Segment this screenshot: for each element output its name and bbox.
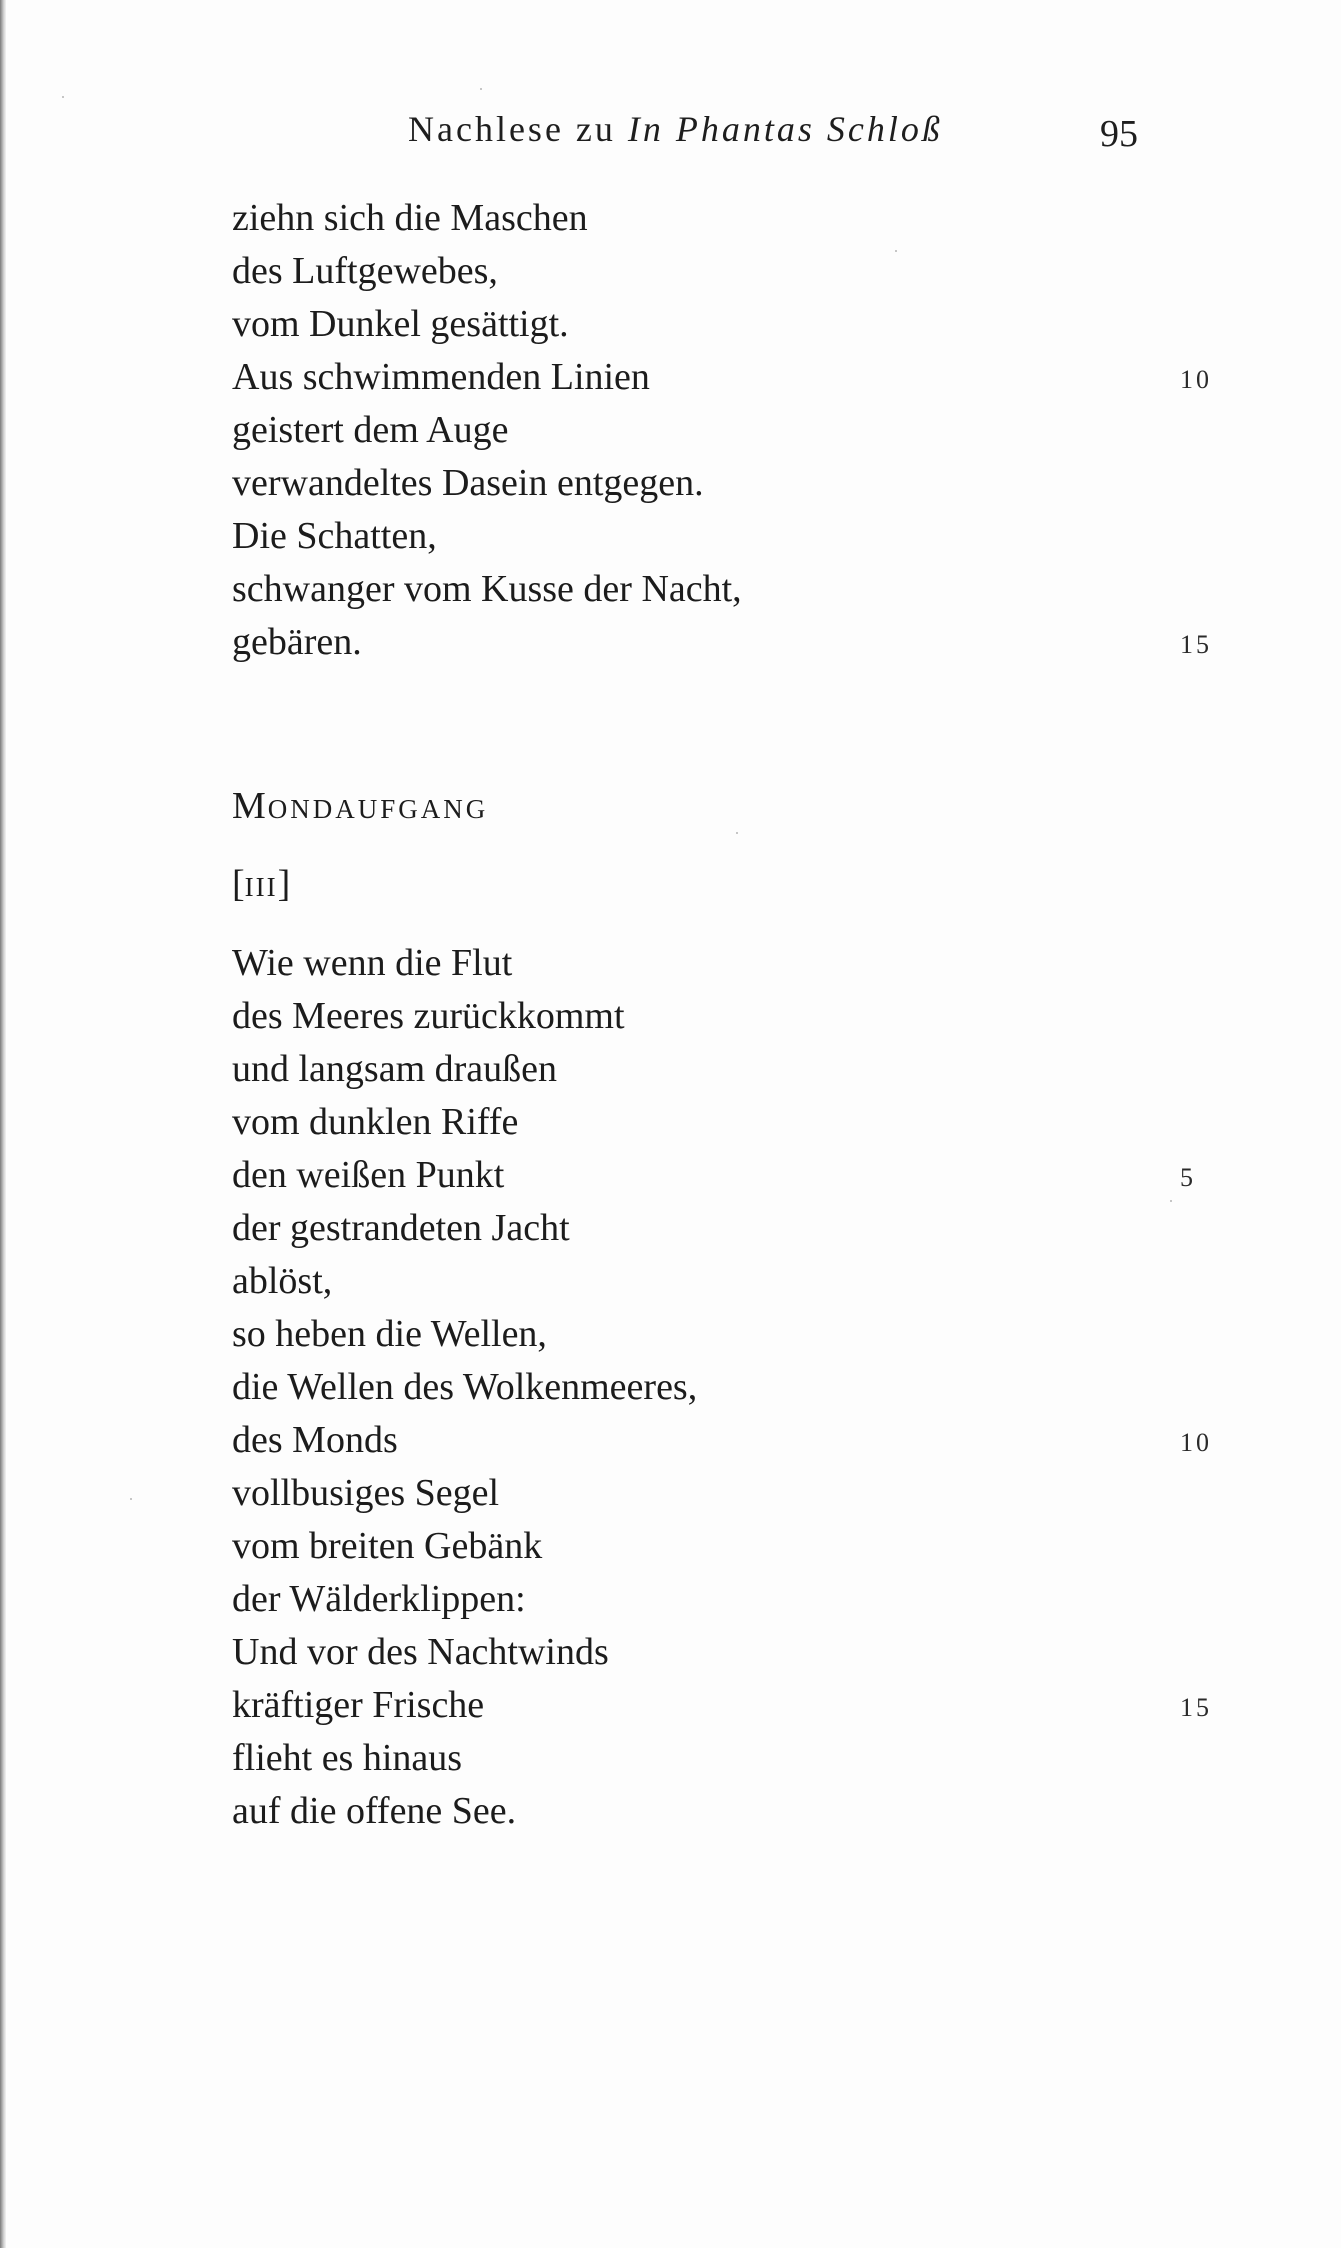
page-binding-edge <box>0 0 6 2248</box>
verse-line <box>232 1520 1132 1573</box>
section-roman: III <box>244 872 278 902</box>
running-head <box>408 108 943 150</box>
verse-line-text: der Wälderklippen: <box>232 1578 526 1620</box>
verse-line-text: Aus schwimmenden Linien <box>232 356 650 398</box>
running-head-title: In Phantas Schloß <box>627 109 943 149</box>
verse-line-text: der gestrandeten Jacht <box>232 1207 570 1249</box>
verse-line-text: gebären. <box>232 621 362 663</box>
verse-line <box>232 1308 1132 1361</box>
verse-line <box>232 1096 1132 1149</box>
verse-line-text: den weißen Punkt <box>232 1154 505 1196</box>
verse-line <box>232 1414 1212 1467</box>
line-number: 15 <box>1180 630 1212 659</box>
verse-line <box>232 404 1132 457</box>
verse-line-text: flieht es hinaus <box>232 1737 463 1779</box>
poem-title <box>232 784 488 828</box>
verse-line <box>232 457 1132 510</box>
verse-line <box>232 937 1132 990</box>
verse-line-text: so heben die Wellen, <box>232 1313 547 1355</box>
verse-line-text: ablöst, <box>232 1260 333 1302</box>
paper-speck <box>736 832 738 834</box>
verse-line-text: geistert dem Auge <box>232 409 509 451</box>
verse-line <box>232 510 1132 563</box>
verse-line-text: verwandeltes Dasein entgegen. <box>232 462 704 504</box>
verse-line-text: vollbusiges Segel <box>232 1472 500 1514</box>
verse-line <box>232 1149 1196 1202</box>
verse-line-text: vom Dunkel gesättigt. <box>232 303 569 345</box>
verse-line <box>232 1467 1132 1520</box>
paper-speck <box>1170 1200 1172 1202</box>
verse-line <box>232 1361 1132 1414</box>
verse-line-text: Wie wenn die Flut <box>232 942 513 984</box>
section-bracket-close: ] <box>277 863 291 905</box>
paper-speck <box>480 88 482 90</box>
section-bracket-open: [ <box>232 863 245 905</box>
verse-line-text: auf die offene See. <box>232 1790 517 1832</box>
running-head-prefix: Nachlese zu <box>408 109 616 149</box>
verse-line <box>232 298 1132 351</box>
verse-line-text: Und vor des Nachtwinds <box>232 1631 609 1673</box>
line-number: 15 <box>1180 1693 1212 1722</box>
line-number: 10 <box>1180 1428 1212 1457</box>
verse-line <box>232 1732 1132 1785</box>
line-number: 10 <box>1180 365 1212 394</box>
paper-speck <box>62 96 64 98</box>
verse-line-text: des Luftgewebes, <box>232 250 498 292</box>
verse-line <box>232 245 1132 298</box>
verse-line <box>232 1626 1132 1679</box>
verse-line <box>232 1679 1212 1732</box>
verse-line <box>232 990 1132 1043</box>
verse-line-text: des Meeres zurückkommt <box>232 995 625 1037</box>
verse-line-text: kräftiger Frische <box>232 1684 485 1726</box>
line-number: 5 <box>1180 1163 1196 1192</box>
verse-line-text: und langsam draußen <box>232 1048 558 1090</box>
poem-continuation <box>232 192 1212 669</box>
verse-line-text: ziehn sich die Maschen <box>232 197 588 239</box>
page-number: 95 <box>1100 113 1138 155</box>
verse-line <box>232 192 1132 245</box>
verse-line <box>232 1255 1132 1308</box>
paper-speck <box>130 1498 132 1500</box>
verse-line-text: die Wellen des Wolkenmeeres, <box>232 1366 698 1408</box>
verse-line-text: vom dunklen Riffe <box>232 1101 519 1143</box>
verse-line <box>232 616 1212 669</box>
section-number <box>232 862 290 906</box>
verse-line-text: vom breiten Gebänk <box>232 1525 543 1567</box>
poem-title-rest: ONDAUFGANG <box>267 794 489 824</box>
verse-line-text: des Monds <box>232 1419 398 1461</box>
verse-line <box>232 351 1212 404</box>
verse-line-text: Die Schatten, <box>232 515 437 557</box>
verse-line <box>232 1573 1132 1626</box>
verse-line <box>232 1202 1132 1255</box>
poem-body <box>232 937 1212 1838</box>
verse-line-text: schwanger vom Kusse der Nacht, <box>232 568 742 610</box>
verse-line <box>232 1785 1132 1838</box>
verse-line <box>232 563 1132 616</box>
verse-line <box>232 1043 1132 1096</box>
poem-title-initial: M <box>232 785 268 827</box>
